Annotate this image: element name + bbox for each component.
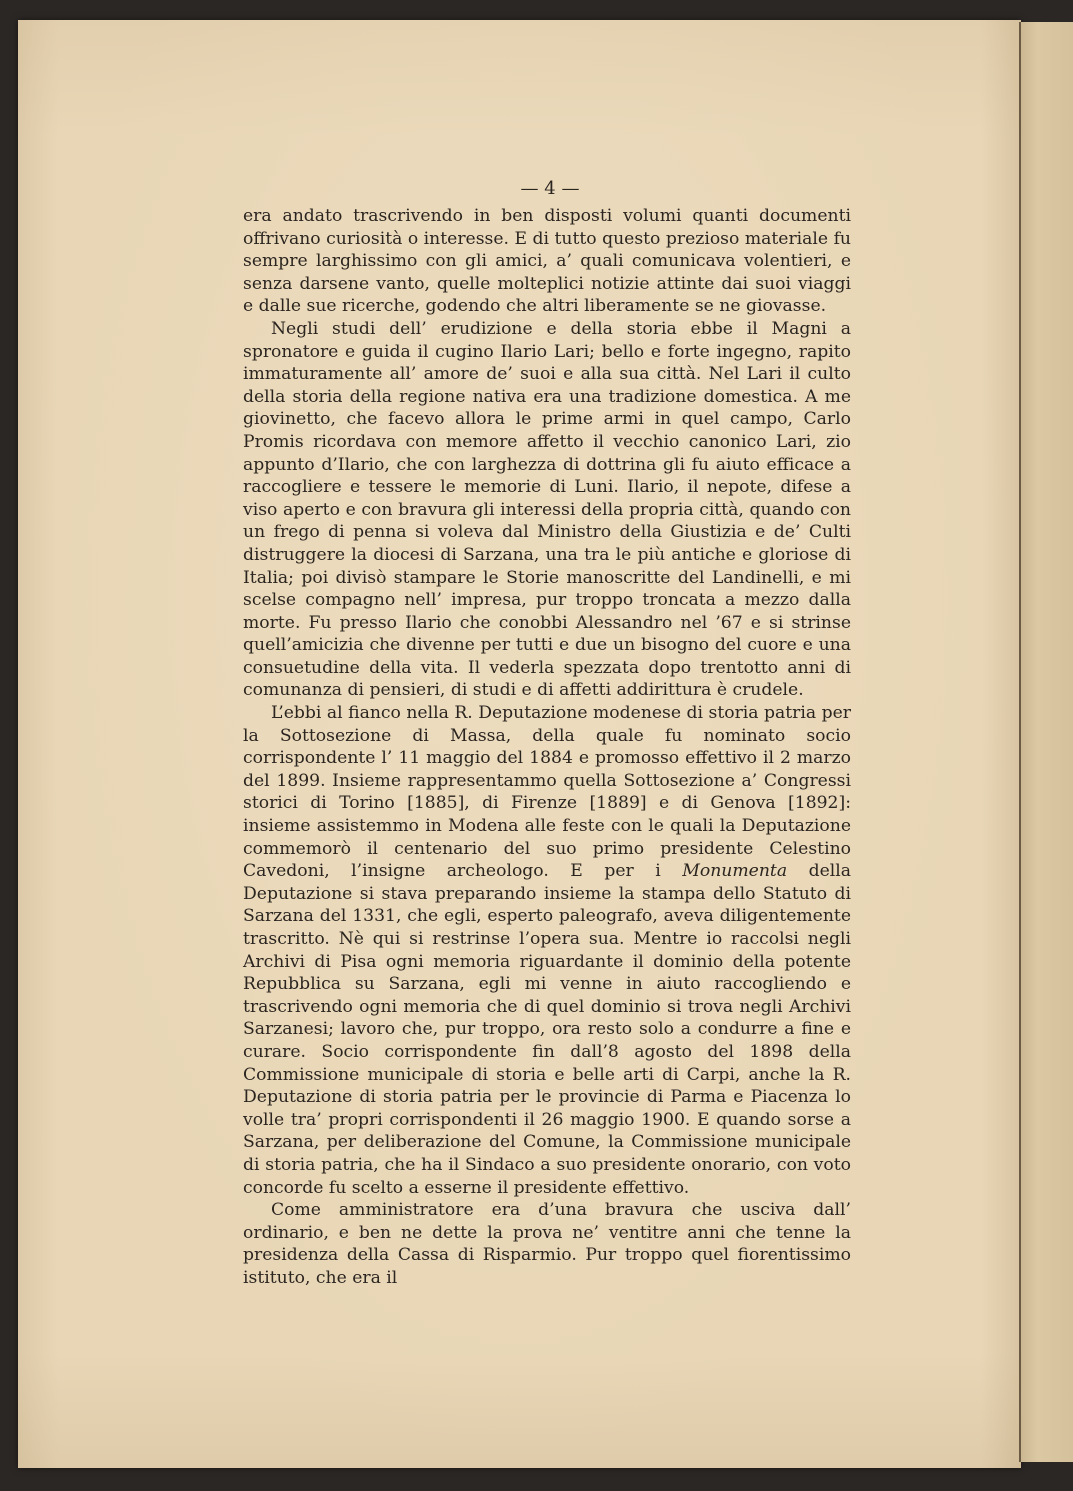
paragraph-1: era andato trascrivendo in ben disposti volumi quanti documenti offrivano curiosità o interesse. E di tutto questo prezioso materiale fu sempre larghissimo con gli amici, a’ quali comunicava volentieri, e senza darsene vanto, quelle molteplici notizie attinte dai suoi viaggi e dalle sue ricerche, godendo che altri liberamente se ne giovasse. — [243, 206, 851, 317]
monumenta-italic: Monumenta — [682, 861, 788, 882]
paragraph-3-text-after: della Deputazione si stava preparando insieme la stampa dello Statuto di Sarzana del 1331, che egli, esperto paleografo, aveva diligentemente trascritto. Nè qui si restrinse l’opera sua. Mentre io raccolsi negli Archivi di Pisa ogni memoria riguardante il dominio della potente Repubblica su Sarzana, egli mi venne in aiuto raccogliendo e trascrivendo ogni memoria che di quel dominio si trova negli Archivi Sarzanesi; lavoro che, pur troppo, ora resto solo a condurre a fine e curare. Socio corrispondente fin dall’8 agosto del 1898 della Commissione municipale di storia e belle arti di Carpi, anche la R. Deputazione di storia patria per le provincie di Parma e Piacenza lo volle tra’ propri corrispondenti il 26 maggio 1900. E quando sorse a Sarzana, per deliberazione del Comune, la Commissione municipale di storia patria, che ha il Sindaco a suo presidente onorario, con voto concorde fu scelto a esserne il presidente effettivo. — [243, 861, 851, 1198]
paragraph-2: Negli studi dell’ erudizione e della storia ebbe il Magni a spronatore e guida il cugino Ilario Lari; bello e forte ingegno, rapito immaturamente all’ amore de’ suoi e alla sua città. Nel Lari il culto della storia della regione nativa era una tradizione domestica. A me giovinetto, che facevo allora le prime armi in quel campo, Carlo Promis ricordava con memore affetto il vecchio canonico Lari, zio appunto d’Ilario, che con larghezza di dottrina gli fu aiuto efficace a raccogliere e tessere le memorie di Luni. Ilario, il nepote, difese a viso aperto e con bravura gli interessi della propria città, quando con un frego di penna si voleva dal Ministro della Giustizia e de’ Culti distruggere la diocesi di Sarzana, una tra le più antiche e gloriose di Italia; poi divisò stampare le Storie manoscritte del Landinelli, e mi scelse compagno nell’ impresa, pur troppo troncata a mezzo dalla morte. Fu presso Ilario che conobbi Alessandro nel ’67 e si strinse quell’amicizia che divenne per tutti e due un bisogno del cuore e una consuetudine della vita. Il vederla spezzata dopo trentotto anni di comunanza di pensieri, di studi e di affetti addirittura è crudele. — [243, 318, 851, 701]
page-number: — 4 — — [520, 178, 580, 199]
paragraph-4: Come amministratore era d’una bravura che usciva dall’ ordinario, e ben ne dette la prova ne’ ventitre anni che tenne la presidenza della Cassa di Risparmio. Pur troppo quel fiorentissimo istituto, che era il — [243, 1200, 851, 1288]
body-text — [243, 205, 851, 1290]
adjacent-page-edge — [1019, 22, 1073, 1462]
paragraph-3 — [243, 702, 851, 1199]
paragraph-3-text-before: L’ebbi al fianco nella R. Deputazione modenese di storia patria per la Sottosezione di Massa, della quale fu nominato socio corrispondente l’ 11 maggio del 1884 e promosso effettivo il 2 marzo del 1899. Insieme rappresentammo quella Sottosezione a’ Congressi storici di Torino [1885], di Firenze [1889] e di Genova [1892]: insieme assistemmo in Modena alle feste con le quali la Deputazione commemorò il centenario del suo primo presidente Celestino Cavedoni, l’insigne archeologo. E per i — [243, 703, 851, 882]
